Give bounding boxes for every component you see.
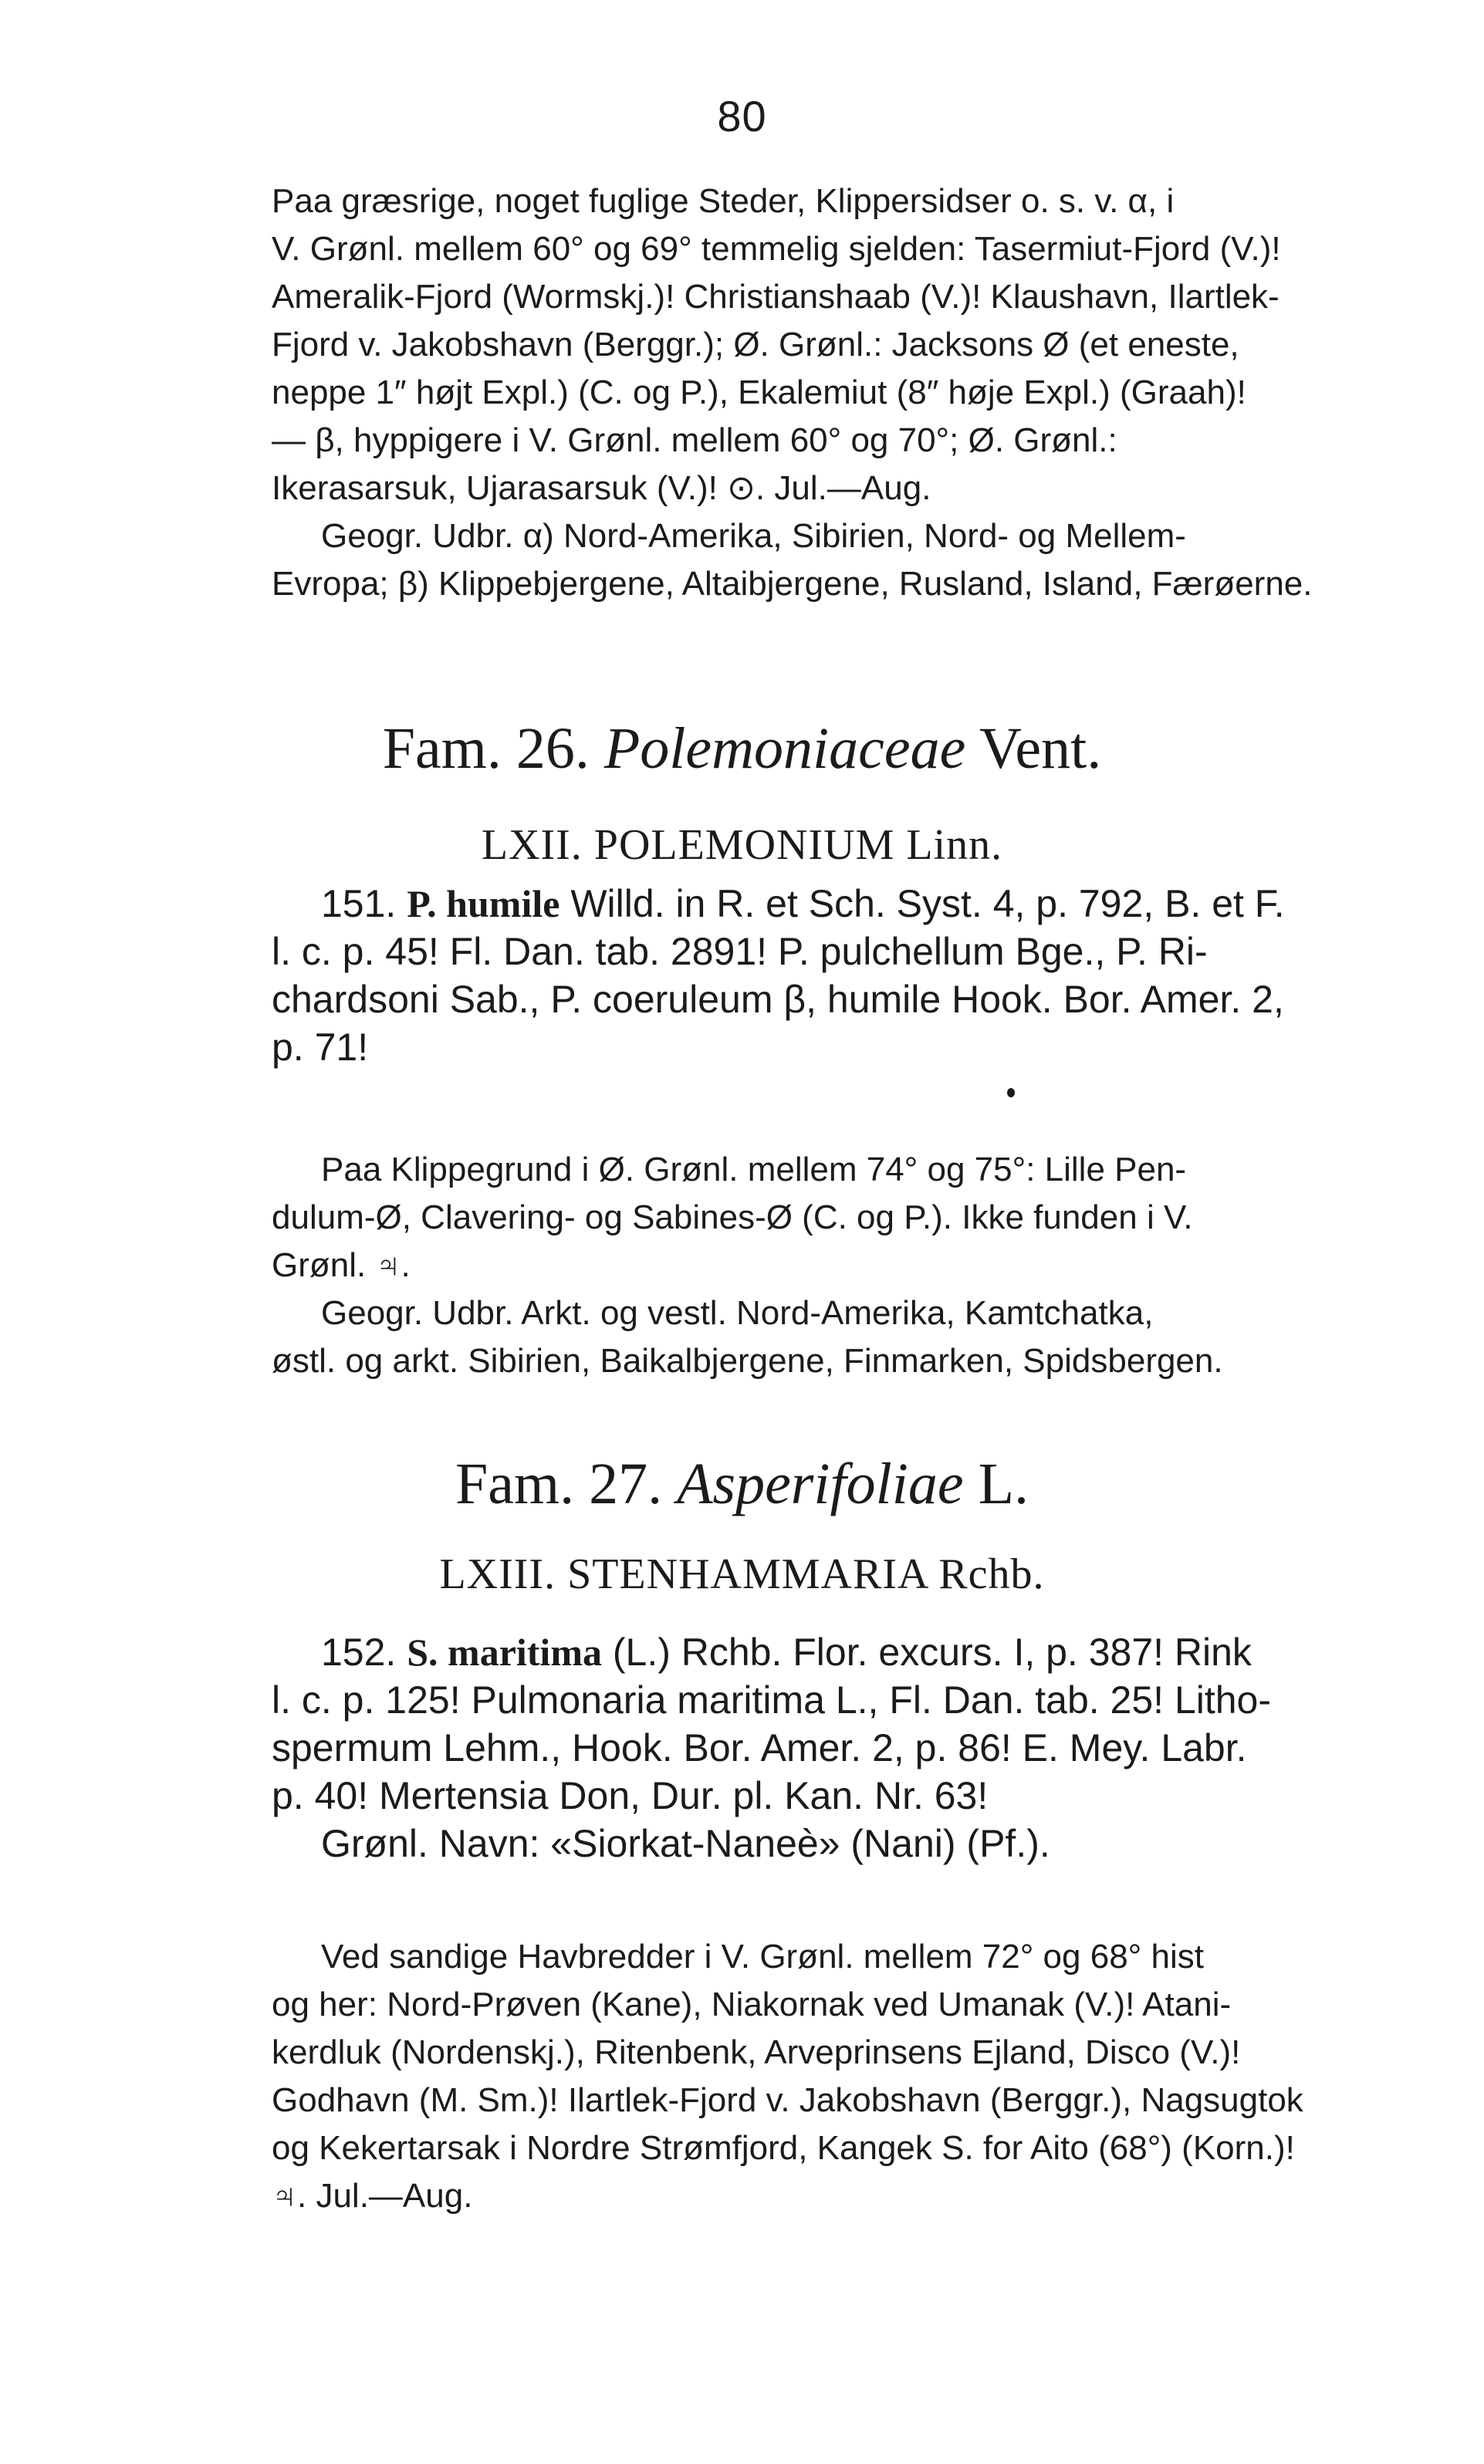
- text-line: Geogr. Udbr. Arkt. og vestl. Nord-Amerika, Kamtchatka,: [321, 1294, 1154, 1332]
- page-number: 80: [717, 92, 767, 140]
- text-line: chardsoni Sab., P. coeruleum β, humile Hook. Bor. Amer. 2,: [272, 978, 1284, 1021]
- family-heading-27: [0, 1449, 1484, 1519]
- species-citation: Willd. in R. et Sch. Syst. 4, p. 792, B. et F.: [559, 882, 1285, 925]
- species-number: 152.: [321, 1631, 397, 1674]
- text-line: Grønl. ♃.: [272, 1246, 411, 1284]
- text-line: kerdluk (Nordenskj.), Ritenbenk, Arveprinsens Ejland, Disco (V.)!: [272, 2033, 1241, 2071]
- text-line: ♃. Jul.—Aug.: [272, 2177, 473, 2215]
- species-entry-152: [272, 1628, 1408, 1867]
- text-line: Ameralik-Fjord (Wormskj.)! Christianshaab (V.)! Klaushavn, Ilartlek-: [272, 278, 1279, 316]
- family-prefix: Fam. 27.: [455, 1452, 663, 1516]
- text-line: Geogr. Udbr. α) Nord-Amerika, Sibirien, Nord- og Mellem-: [321, 517, 1186, 555]
- family-author: L.: [978, 1452, 1029, 1516]
- text-line: og Kekertarsak i Nordre Strømfjord, Kangek S. for Aito (68°) (Korn.)!: [272, 2129, 1295, 2167]
- family-name: Asperifoliae: [677, 1452, 964, 1516]
- genus-heading-63: LXIII. STENHAMMARIA Rchb.: [439, 1550, 1045, 1598]
- genus-heading-62: LXII. POLEMONIUM Linn.: [481, 821, 1003, 869]
- family-heading-26: [0, 714, 1484, 783]
- text-line: østl. og arkt. Sibirien, Baikalbjergene, Finmarken, Spidsbergen.: [272, 1342, 1223, 1380]
- text-line: dulum-Ø, Clavering- og Sabines-Ø (C. og P.). Ikke funden i V.: [272, 1198, 1193, 1236]
- species-name: S. maritima: [407, 1631, 602, 1674]
- text-line: V. Grønl. mellem 60° og 69° temmelig sjelden: Tasermiut-Fjord (V.)!: [272, 230, 1281, 268]
- species-entry-151: [272, 880, 1408, 1071]
- family-author: Vent.: [979, 716, 1102, 781]
- text-line: Ved sandige Havbredder i V. Grønl. mellem 72° og 68° hist: [321, 1938, 1204, 1976]
- text-line: Ikerasarsuk, Ujarasarsuk (V.)! ⊙. Jul.—Aug.: [272, 469, 931, 507]
- text-line: — β, hyppigere i V. Grønl. mellem 60° og 70°; Ø. Grønl.:: [272, 421, 1117, 459]
- habitat-paragraph-top: [272, 177, 1408, 608]
- text-line: p. 71!: [272, 1026, 369, 1069]
- text-line: l. c. p. 125! Pulmonaria maritima L., Fl. Dan. tab. 25! Litho-: [272, 1678, 1272, 1722]
- species-first-line: [272, 880, 1408, 928]
- text-line: Paa græsrige, noget fuglige Steder, Klippersidser o. s. v. α, i: [272, 182, 1175, 220]
- species-name: P. humile: [407, 882, 560, 925]
- text-line: l. c. p. 45! Fl. Dan. tab. 2891! P. pulchellum Bge., P. Ri-: [272, 930, 1208, 973]
- text-line: Fjord v. Jakobshavn (Berggr.); Ø. Grønl.: Jacksons Ø (et eneste,: [272, 326, 1239, 363]
- text-line: spermum Lehm., Hook. Bor. Amer. 2, p. 86! E. Mey. Labr.: [272, 1726, 1247, 1769]
- text-line: og her: Nord-Prøven (Kane), Niakornak ved Umanak (V.)! Atani-: [272, 1986, 1232, 2023]
- species-first-line: [272, 1628, 1408, 1676]
- text-line: Godhavn (M. Sm.)! Ilartlek-Fjord v. Jakobshavn (Berggr.), Nagsugtok: [272, 2081, 1303, 2119]
- habitat-paragraph-151: [272, 1146, 1408, 1385]
- family-name: Polemoniaceae: [603, 716, 966, 781]
- family-prefix: Fam. 26.: [382, 716, 590, 781]
- print-speck: [1007, 1088, 1015, 1097]
- species-number: 151.: [321, 882, 397, 925]
- text-line: p. 40! Mertensia Don, Dur. pl. Kan. Nr. 63!: [272, 1774, 989, 1817]
- text-line: Evropa; β) Klippebjergene, Altaibjergene, Rusland, Island, Færøerne.: [272, 565, 1313, 603]
- species-citation: (L.) Rchb. Flor. excurs. I, p. 387! Rink: [601, 1631, 1252, 1674]
- text-line: Paa Klippegrund i Ø. Grønl. mellem 74° og 75°: Lille Pen-: [321, 1151, 1187, 1188]
- text-line: neppe 1″ højt Expl.) (C. og P.), Ekalemiut (8″ høje Expl.) (Graah)!: [272, 373, 1246, 411]
- greenlandic-name-line: Grønl. Navn: «Siorkat-Naneè» (Nani) (Pf.).: [321, 1822, 1050, 1865]
- habitat-paragraph-152: [272, 1933, 1408, 2220]
